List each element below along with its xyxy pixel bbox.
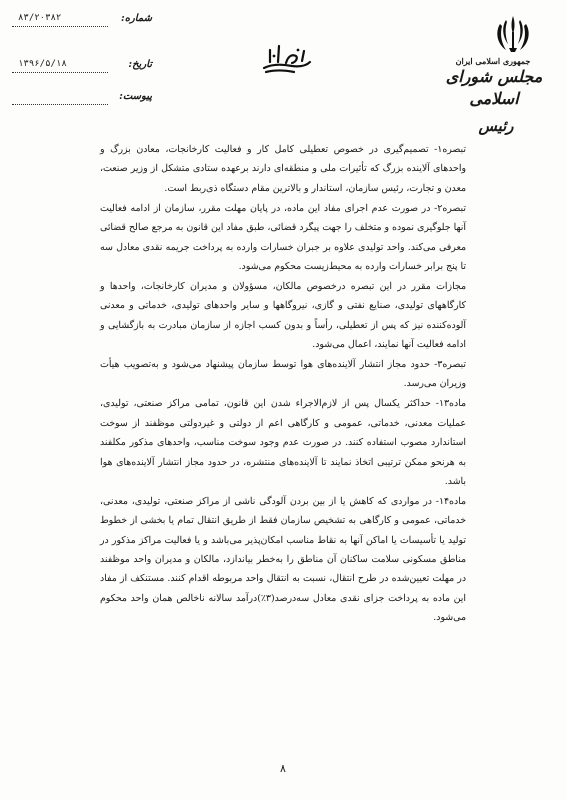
paragraph-note-2: تبصره۲- در صورت عدم اجرای مفاد این ماده، در پایان مهلت مقرر، سازمان از ادامه فعالیت آنها جلوگیری نموده و متخلف را جهت پیگرد قضائی، طبق مفاد این قانون به مرجع صالح قضائی معرفی می‌کند. واحد تولیدی علاوه بر جبران خسارات وارده به پرداخت جریمه نقدی معادل سه تا پنج برابر خسارات وارده به محیط‌زیست محکوم می‌شود.: [100, 202, 466, 272]
calligraphy-mark-icon: [258, 42, 314, 76]
letter-number-label: شماره:: [121, 13, 152, 24]
institution-country: جمهوری اسلامی ایران: [455, 56, 531, 66]
paragraph-note-3: تبصره۳- حدود مجاز انتشار آلاینده‌های هوا توسط سازمان پیشنهاد می‌شود و به‌تصویب هیأت وزیران می‌رسد.: [100, 358, 466, 390]
letter-body: [100, 140, 466, 628]
letter-attachment-rule: [12, 104, 108, 105]
page-number: ۸: [280, 762, 286, 775]
letter-date-field: [12, 58, 152, 74]
letter-date-label: تاریخ:: [128, 59, 152, 70]
institution-title: رئیس: [478, 117, 514, 135]
paragraph-note-2-penalty: مجازات مقرر در این تبصره درخصوص مالکان، مسؤولان و مدیران کارخانجات، واحدها و کارگاههای تولیدی، صنایع نفتی و گازی، نیروگاهها و سایر واحدهای تولیدی، خدماتی و معدنی آلوده‌کننده نیز که پس از تعطیلی، رأساً و بدون کسب اجازه از سازمان مبادرت به بازگشایی و ادامه فعالیت آنها نمایند، اعمال می‌شود.: [100, 280, 466, 351]
letter-attachment-label: پیوست:: [119, 91, 152, 102]
paragraph-note-1: تبصره۱- تصمیم‌گیری در خصوص تعطیلی کامل کار و فعالیت کارخانجات، معادن بزرگ و واحدهای آلاینده بزرگ که تأثیرات ملی و منطقه‌ای دارند برعهده ستادی متشکل از وزیر صنعت، معدن و تجارت، رئیس سازمان، استاندار و بالاترین مقام دستگاه ذی‌ربط است.: [100, 144, 466, 194]
letter-number-value: ۸۳/۲۰۳۸۲: [18, 13, 62, 23]
letter-date-rule: [12, 72, 108, 73]
letter-number-field: [12, 12, 152, 28]
paragraph-article-14: ماده۱۴- در مواردی که کاهش یا از بین بردن آلودگی ناشی از مراکز صنعتی، تولیدی، معدنی، خدماتی، عمومی و کارگاهی به تشخیص سازمان فقط از طریق انتقال تمام یا بخشی از خطوط تولید یا تأسیسات یا اماکن آنها به نقاط مناسب امکان‌پذیر می‌باشد و یا فعالیت مراکز مذکور در مناطق مسکونی سلامت ساکنان آن مناطق را به‌خطر بیاندازد، مالکان و مدیران واحد موظفند در مهلت تعیین‌شده در طرح انتقال، نسبت به انتقال واحد مربوطه اقدام کنند. مستنکف از مفاد این ماده به پرداخت جزای نقدی معادل سه‌درصد(۳٪)درآمد سالانه ناخالص همان واحد محکوم می‌شود.: [100, 495, 466, 624]
paragraph-article-13: ماده۱۳- حداکثر یکسال پس از لازم‌الاجراء شدن این قانون، تمامی مراکز صنعتی، تولیدی، عملیات معدنی، خدماتی، عمومی و کارگاهی اعم از دولتی و غیردولتی موظفند از سوخت استاندارد مصوب استفاده کنند. در صورت عدم وجود سوخت مناسب، واحدهای مذکور مکلفند به هرنحو ممکن ترتیبی اتخاذ نمایند تا آلاینده‌های منتشره، در حدود مجاز انتشار آلاینده‌های هوا باشد.: [100, 398, 466, 487]
letter-attachment-field: [12, 90, 152, 106]
institution-name: مجلس شورای اسلامی: [445, 67, 543, 108]
letter-number-rule: [12, 26, 108, 27]
letter-date-value: ۱۳۹۶/۵/۱۸: [18, 59, 67, 69]
iran-emblem-icon: [492, 14, 534, 54]
